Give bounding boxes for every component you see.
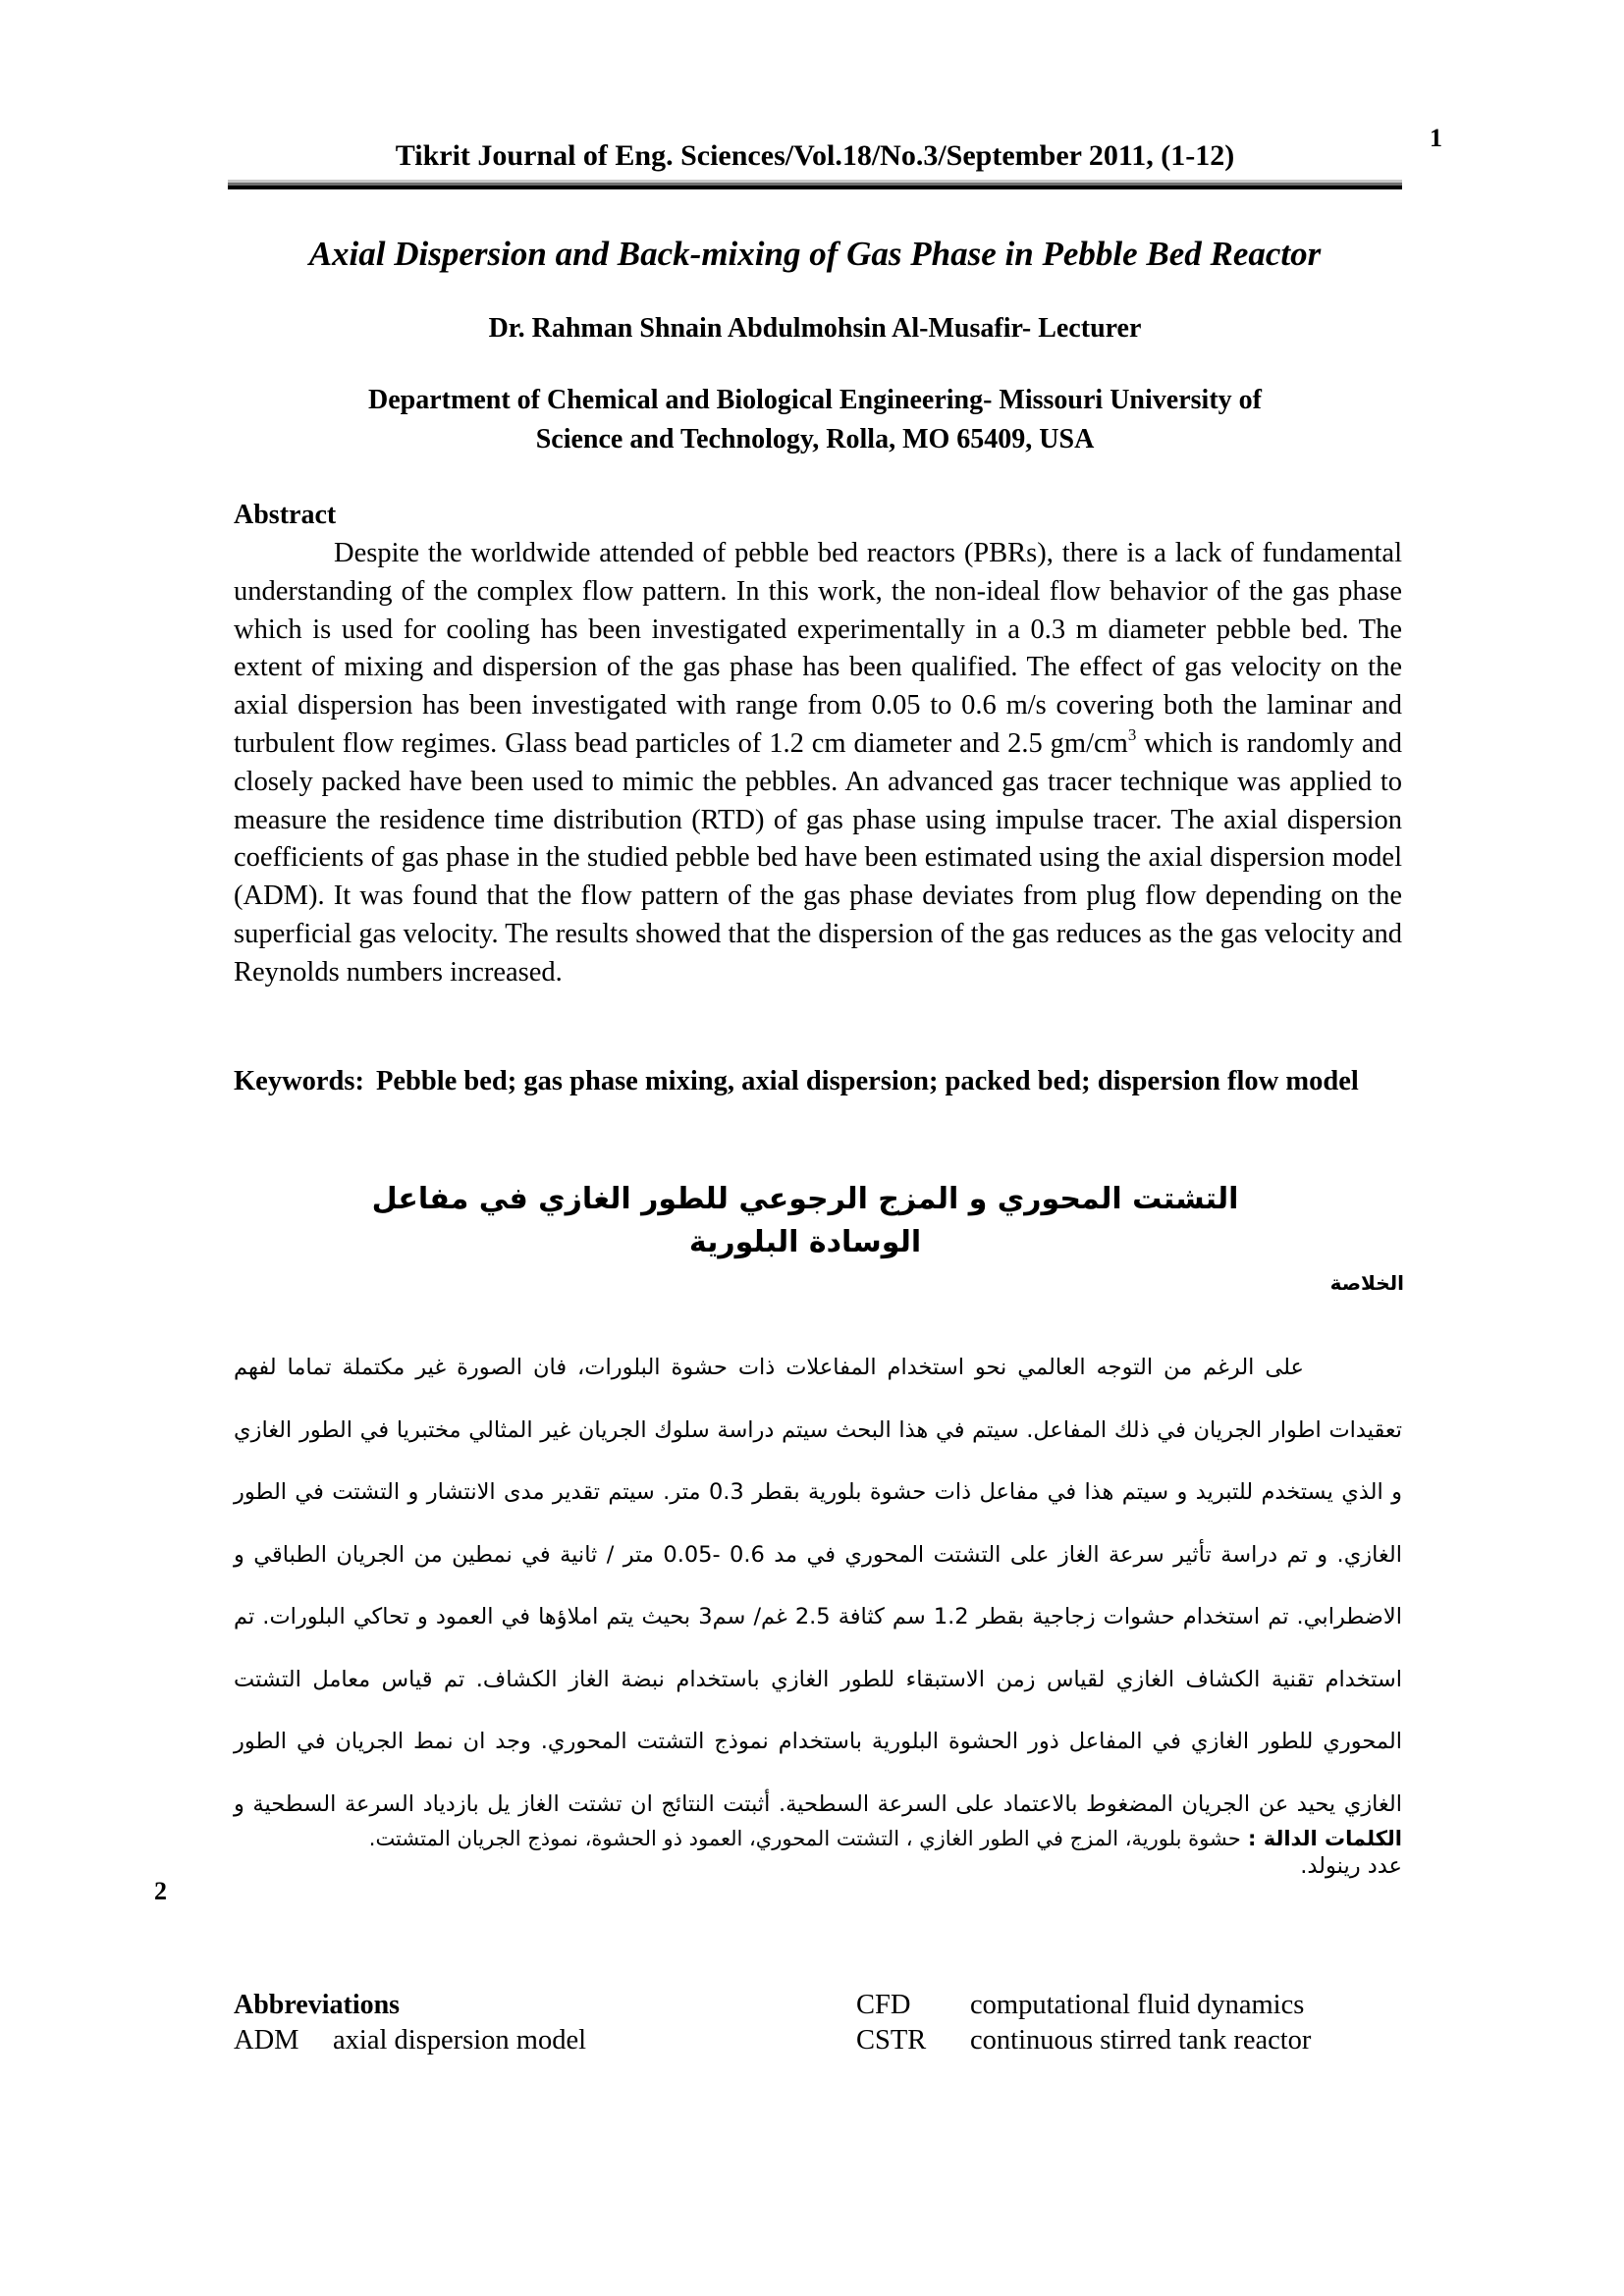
keywords-label: Keywords:: [234, 1066, 364, 1096]
affiliation-line-1: Department of Chemical and Biological Engineering- Missouri University of: [368, 385, 1262, 415]
arabic-keywords: [234, 1824, 1402, 1853]
header-rule-divider: [228, 180, 1402, 189]
header-rule-dark: [228, 186, 1402, 189]
abbreviation-code: CSTR: [856, 2025, 927, 2056]
keywords-text: Pebble bed; gas phase mixing, axial dispersion; packed bed; dispersion flow model: [375, 1066, 1359, 1096]
paper-title: Axial Dispersion and Back-mixing of Gas Phase in Pebble Bed Reactor: [308, 235, 1322, 273]
keywords: [234, 1063, 1402, 1101]
abstract-heading: Abstract: [234, 500, 337, 530]
page-number-top: 1: [1430, 124, 1442, 152]
arabic-abstract-body: [234, 1337, 1402, 1898]
page-number-mid: 2: [154, 1877, 167, 1905]
abstract-body: [234, 535, 1402, 992]
affiliation-line-2: Science and Technology, Rolla, MO 65409, USA: [535, 424, 1095, 454]
arabic-keywords-label: الكلمات الدالة :: [1248, 1827, 1402, 1850]
arabic-title: التشتت المحوري و المزج الرجوعي للطور الغازي في مفاعل الوسادة البلورية: [371, 1182, 1239, 1259]
arabic-abstract-heading: الخلاصة: [1329, 1271, 1404, 1295]
arabic-keywords-text: حشوة بلورية، المزج في الطور الغازي ، التشتت المحوري، العمود ذو الحشوة، نموذج الجريان المتشتت.: [368, 1827, 1241, 1850]
abstract-text-part-2: which is randomly and closely packed have been used to mimic the pebbles. An advanced gas tracer technique was applied to measure the residence time distribution (RTD) of gas phase using impulse tracer. The axial dispersion coefficients of gas phase in the studied pebble bed have been estimated using the axial dispersion model (ADM). It was found that the flow pattern of the gas phase deviates from plug flow depending on the superficial gas velocity. The results showed that the dispersion of the gas reduces as the gas velocity and Reynolds numbers increased.: [234, 727, 1402, 988]
abbreviation-definition: computational fluid dynamics: [970, 1990, 1305, 2020]
abstract-superscript: 3: [1127, 724, 1137, 744]
journal-header: Tikrit Journal of Eng. Sciences/Vol.18/No.3/September 2011, (1-12): [395, 139, 1235, 172]
abbreviations-heading: Abbreviations: [234, 1990, 401, 2020]
author-line: Dr. Rahman Shnain Abdulmohsin Al-Musafir- Lecturer: [488, 313, 1142, 344]
abbreviation-definition: continuous stirred tank reactor: [970, 2025, 1312, 2056]
affiliation: [228, 381, 1402, 459]
abbreviation-code: ADM: [234, 2025, 299, 2056]
abbreviation-code: CFD: [856, 1990, 911, 2020]
arabic-abstract-text: على الرغم من التوجه العالمي نحو استخدام المفاعلات ذات حشوة البلورات، فان الصورة غير مكتملة تماما لفهم تعقيدات اطوار الجريان في ذلك المفاعل. سيتم في هذا البحث سيتم دراسة سلوك الجريان غير المثالي مختبريا في الطور الغازي و الذي يستخدم للتبريد و سيتم هذا في مفاعل ذات حشوة بلورية بقطر 0.3 متر. سيتم تقدير مدى الانتشار و التشتت في الطور الغازي. و تم دراسة تأثير سرعة الغاز على التشتت المحوري في مد 0.6 -0.05 متر / ثانية في نمطين من الجريان الطباقي و الاضطرابي. تم استخدام حشوات زجاجية بقطر 1.2 سم كثافة 2.5 غم/ سم3 بحيث يتم املاؤها في العمود و تحاكي البلورات. تم استخدام تقنية الكشاف الغازي لقياس زمن الاستبقاء للطور الغازي باستخدام نبضة الغاز الكشاف. تم قياس معامل التشتت المحوري للطور الغازي في المفاعل ذور الحشوة البلورية باستخدام نموذج التشتت المحوري. وجد ان نمط الجريان في الطور الغازي يحيد عن الجريان المضغوط بالاعتماد على السرعة السطحية. أثبتت النتائج ان تشتت الغاز يل بازدياد السرعة السطحية و عدد رينولد.: [234, 1355, 1403, 1879]
abstract-text-part-1: Despite the worldwide attended of pebble bed reactors (PBRs), there is a lack of fundamental understanding of the complex flow pattern. In this work, the non-ideal flow behavior of the gas phase which is used for cooling has been investigated experimentally in a 0.3 m diameter pebble bed. The extent of mixing and dispersion of the gas phase has been qualified. The effect of gas velocity on the axial dispersion has been investigated with range from 0.05 to 0.6 m/s covering both the laminar and turbulent flow regimes. Glass bead particles of 1.2 cm diameter and 2.5 gm/cm: [234, 538, 1402, 759]
abbreviation-definition: axial dispersion model: [333, 2025, 587, 2056]
